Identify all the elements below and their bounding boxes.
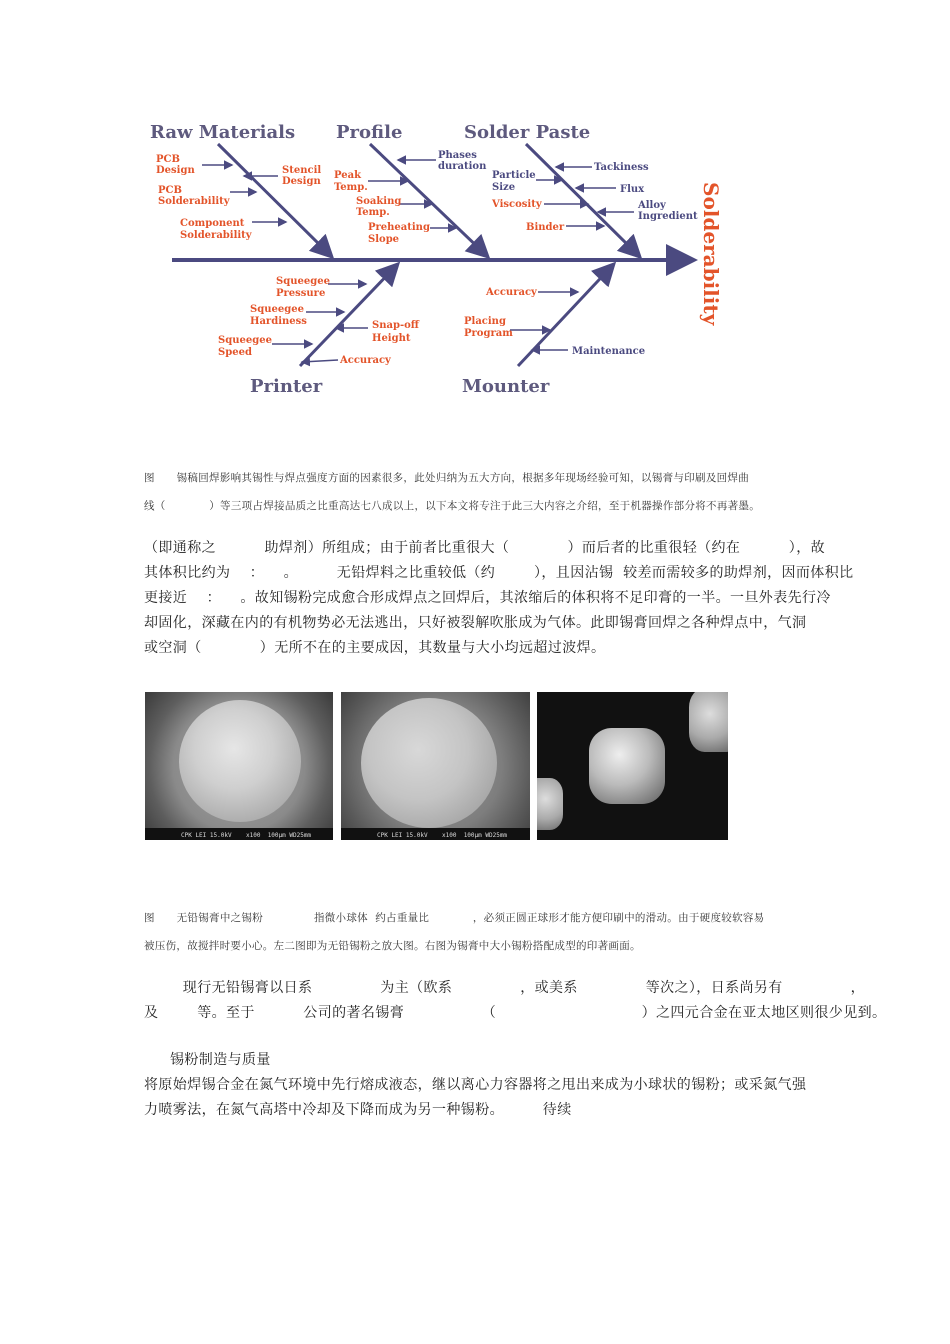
cause-tackiness: Tackiness [594,162,649,173]
cause-squeegee-speed: Squeegee Speed [218,335,272,358]
caption-line: 图 锡稿回焊影响其锡性与焊点强度方面的因素很多，此处归纳为五大方向，根据多年现场经验可知，以锡膏与印刷及回焊曲 [144,472,750,484]
fishbone-diagram [140,100,740,400]
photo-solder-paste-print [537,692,728,840]
cause-snapoff-height: Snap-off Height [372,320,419,344]
category-raw-materials: Raw Materials [150,122,296,143]
cause-binder: Binder [526,222,565,233]
paragraph-line: 力喷雾法，在氮气高塔中冷却及下降而成为另一种锡粉。 待续 [144,1102,572,1118]
cause-printer-accuracy: Accuracy [340,355,391,366]
paragraph-line: 更接近 ： 。故知锡粉完成愈合形成焊点之回焊后，其浓缩后的体积将不足印膏的一半。一旦外表先行冷 [144,590,831,606]
scale-bar: CPK LEI 15.0kV x100 100μm WD25mm [145,828,333,840]
scale-bar: CPK LEI 15.0kV x100 100μm WD25mm [341,828,530,840]
caption-line: 被压伤，故搅拌时要小心。左二图即为无铅锡粉之放大图。右图为锡膏中大小锡粉搭配成型的印著画面。 [144,940,641,952]
paragraph-line: 将原始焊锡合金在氮气环境中先行熔成液态，继以离心力容器将之甩出来成为小球状的锡粉；或采氮气强 [144,1077,807,1093]
paragraph-line: 却固化，深藏在内的有机物势必无法逃出，只好被裂解吹胀成为气体。此即锡膏回焊之各种焊点中，气洞 [144,615,807,631]
cause-maintenance: Maintenance [572,346,646,357]
category-profile: Profile [336,122,403,143]
cause-placing-program: Placing Program [464,316,513,339]
cause-pcb-design: PCB Design [156,154,195,176]
paragraph-line: 或空洞（ ）无所不在的主要成因，其数量与大小均远超过波焊。 [144,640,606,656]
cause-phases-duration: Phases duration [438,150,487,172]
paragraph-line: 现行无铅锡膏以日系 为主（欧系 ，或美系 等次之），日系尚另有 ， [144,980,866,996]
cause-particle-size: Particle Size [492,170,536,193]
caption-line: 线（ ）等三项占焊接品质之比重高达七八成以上，以下本文将专注于此三大内容之介绍，至于机器操作部分将不再著墨。 [144,500,761,512]
category-printer: Printer [250,376,323,397]
cause-soaking-temp: Soaking Temp. [356,196,402,218]
effect-solderability: Solderability [699,182,723,326]
bone-solder-paste [526,144,638,255]
section-heading: 锡粉制造与质量 [170,1052,271,1068]
cause-flux: Flux [620,184,645,195]
sem-photo-solder-ball-1 [145,692,333,840]
cause-squeegee-hardiness: Squeegee Hardiness [250,304,307,327]
cause-squeegee-pressure: Squeegee Pressure [276,276,330,299]
caption-line: 图 无铅锡膏中之锡粉 指微小球体 约占重量比 ，必须正圆正球形才能方便印刷中的滑动。由于硬度较软容易 [144,912,765,924]
category-mounter: Mounter [462,376,550,397]
paragraph-line: 其体积比约为 ： 。 无铅焊料之比重较低（约 ），且因沾锡 较差而需较多的助焊剂，因而体积比 [144,565,854,581]
cause-component-solderability: Component Solderability [180,218,252,241]
paragraph-line: （即通称之 助焊剂）所组成；由于前者比重很大（ ）而后者的比重很轻（约在 ），故 [144,540,826,556]
cause-stencil-design: Stencil Design [282,165,322,187]
cause-viscosity: Viscosity [492,199,542,210]
cause-mounter-accuracy: Accuracy [486,287,537,298]
category-solder-paste: Solder Paste [464,122,591,143]
cause-pcb-solderability: PCB Solderability [158,185,230,207]
cause-preheating-slope: Preheating Slope [368,222,430,245]
paragraph-line: 及 等。至于 公司的著名锡膏 （ ）之四元合金在亚太地区则很少见到。 [144,1005,887,1021]
cause-peak-temp: Peak Temp. [334,170,368,193]
cause-alloy-ingredient: Alloy Ingredient [638,200,698,222]
sem-photo-solder-ball-2 [341,692,530,840]
